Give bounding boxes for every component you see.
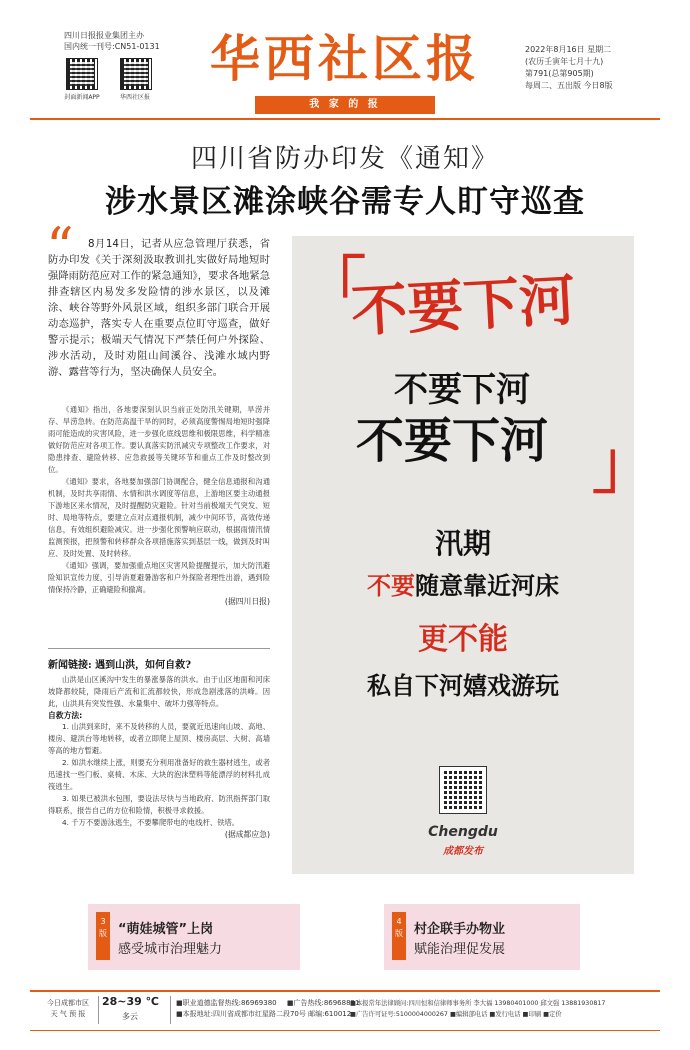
- poster-line-6: 更不能: [418, 622, 508, 657]
- poster-red-text: 不要: [367, 572, 415, 600]
- bracket-icon: 「: [302, 251, 366, 325]
- page-badge: 4 版: [392, 912, 406, 960]
- poster-logo: Chengdu: [428, 824, 498, 840]
- promo-subtitle: 感受城市治理魅力: [118, 942, 223, 957]
- article-lead: 8月14日，记者从应急管理厅获悉，省防办印发《关于深刻汲取教训扎实做好局地短时强降雨防范应对工作的紧急通知》，要求各地紧急排查辖区内易发多发险情的涉水景区，以及滩涂、峡谷等野外风景区域，组织多部门联合开展动态巡护，落实专人在重要点位盯守巡查，做好警示提示；极端天气情况下严禁任何户外探险、涉水活动，及时劝阻山间溪谷、浅滩水域内野游、露营等行为，坚决确保人员安全。: [48, 238, 270, 378]
- divider: [48, 648, 270, 649]
- tip: 2. 如洪水继续上涨，则要充分利用准备好的救生器材逃生，或者迅速找一些门板、桌椅、木床、大块的泡沫塑料等能漂浮的材料扎成筏逃生。: [48, 758, 270, 791]
- article-headline: 涉水景区滩涂峡谷需专人盯守巡查: [105, 184, 585, 220]
- promo-card-page3[interactable]: [88, 904, 300, 970]
- qr-code-icon: [120, 58, 152, 90]
- paragraph: 《通知》要求，各地要加强部门协调配合，健全信息通报和沟通机制，及时共享雨情、水情和洪水调度等信息，上游地区要主动通报下游地区来水情况，及时提醒防灾避险。针对当前极端天气突发、短时、局地等特点，要建立点对点通报机制，减少中间环节，高效传递信息，有效组织避险减灾。进一步强化预警响应联动，根据雨情汛情监测预报，把预警和转移群众各项措施落实到基层一线，做到及时叫应、及时处置、及时转移。: [48, 477, 270, 558]
- sidebar-title: 新闻链接: 遇到山洪，如何自救?: [48, 660, 192, 671]
- qr-code-icon: [66, 58, 98, 90]
- issue-number: 第791(总第905期): [525, 69, 594, 78]
- poster-line-3: 不要下河: [355, 413, 548, 469]
- cn-number: 国内统一刊号:CN51-0131: [64, 42, 160, 51]
- issue-info: [525, 44, 613, 92]
- lunar-date: (农历壬寅年七月十九): [525, 57, 604, 66]
- hotline: ■职业道德监督热线:86969380: [176, 999, 277, 1007]
- sidebar-intro: 山洪是山区溪沟中发生的暴涨暴落的洪水。由于山区地面和河床坡降都较陡，降雨后产流和汇流都较快，形成急剧涨落的洪峰。因此，山洪具有突发性强、水量集中、破坏力强等特点。: [48, 675, 270, 708]
- masthead-publisher-block: [64, 30, 160, 52]
- tip: 4. 千万不要游泳逃生，不要攀爬带电的电线杆、铁塔。: [62, 818, 240, 827]
- poster-line-1: 不要下河: [349, 268, 577, 345]
- divider: [30, 1030, 660, 1031]
- promo-title: “萌娃城管”上岗: [118, 922, 214, 937]
- sidebar-box: [48, 656, 270, 840]
- footer: [30, 996, 660, 1024]
- weather-label: 今日成都市区 天 气 预 报: [47, 999, 89, 1018]
- promo-card-page4[interactable]: [384, 904, 580, 970]
- article-source: (据四川日报): [224, 597, 270, 606]
- poster-line-5: [292, 566, 634, 601]
- temperature: 28~39 ℃: [102, 995, 159, 1008]
- safety-poster: [292, 236, 656, 874]
- misc-info: ■编辑部电话 ■发行电话 ■印刷 ■定价: [449, 1011, 562, 1018]
- quote-icon: “: [46, 216, 74, 279]
- paragraph: 《通知》强调，要加强重点地区灾害风险提醒提示，加大防汛避险知识宣传力度，引导消夏避暑游客和户外探险者理性出游，遇到险情保持冷静，正确避险和撤离。: [48, 561, 270, 594]
- poster-line-2: 不要下河: [394, 370, 530, 410]
- qr-caption: 华西社区报: [119, 94, 150, 101]
- sidebar-subtitle: 自救方法:: [48, 711, 83, 720]
- legal-counsel: ■本报常年法律顾问:四川恒和信律师事务所 李大福 13980401000 邱文强 13881930817: [350, 1000, 606, 1007]
- qr-caption: 封面新闻APP: [64, 94, 100, 101]
- paragraph: 《通知》指出，各地要深刻认识当前正处防汛关键期，旱涝并存、旱涝急转。在防范高温干旱的同时，必须高度警惕局地短时强降雨可能造成的灾害风险，进一步强化底线思维和极限思维，科学精准做好防范应对各项工作。要认真落实防汛减灾专项整改工作要求，对隐患排查、避险转移、应急救援等关键环节和重点工作及时整改到位。: [48, 405, 270, 474]
- ad-hotline: ■广告热线:86968851: [286, 999, 360, 1007]
- page-badge: 3 版: [96, 912, 110, 960]
- ad-license: ■广告许可证号:5100004000267: [350, 1011, 448, 1018]
- bracket-icon: 」: [592, 429, 656, 503]
- promo-subtitle: 赋能治理促发展: [414, 942, 506, 957]
- qr-code-icon: [439, 766, 487, 814]
- article-subhead: 四川省防办印发《通知》: [190, 144, 499, 174]
- legal-info: [350, 998, 660, 1020]
- issue-date: 2022年8月16日 星期二: [525, 45, 612, 54]
- article-body: [48, 404, 270, 607]
- promo-title: 村企联手办物业: [414, 922, 506, 937]
- weather: 多云: [122, 1012, 138, 1021]
- tip: 3. 如果已被洪水包围，要设法尽快与当地政府、防汛指挥部门取得联系，报告自己的方位和险情，积极寻求救援。: [48, 794, 270, 815]
- schedule: 每周二、五出版 今日8版: [525, 81, 613, 90]
- tip: 1. 山洪到来时，来不及转移的人员，要就近迅速向山坡、高地、楼房、避洪台等地转移，或者立即爬上屋顶、楼房高层、大树、高墙等高的地方暂避。: [48, 722, 270, 755]
- slogan: 我 家 的 报: [309, 99, 381, 110]
- poster-line-7: 私自下河嬉戏游玩: [367, 672, 559, 700]
- divider: [30, 990, 660, 992]
- address: ■本报地址:四川省成都市红星路二段70号 邮编:610012: [176, 1010, 352, 1018]
- sidebar-source: (据成都应急): [224, 830, 270, 839]
- divider: [30, 118, 660, 120]
- poster-logo-sub: 成都发布: [443, 846, 483, 857]
- poster-black-text: 随意靠近河床: [415, 572, 559, 600]
- publisher: 四川日报报业集团主办: [64, 31, 144, 40]
- poster-line-4: 汛期: [434, 527, 491, 560]
- newspaper-title: 华西社区报: [210, 30, 480, 88]
